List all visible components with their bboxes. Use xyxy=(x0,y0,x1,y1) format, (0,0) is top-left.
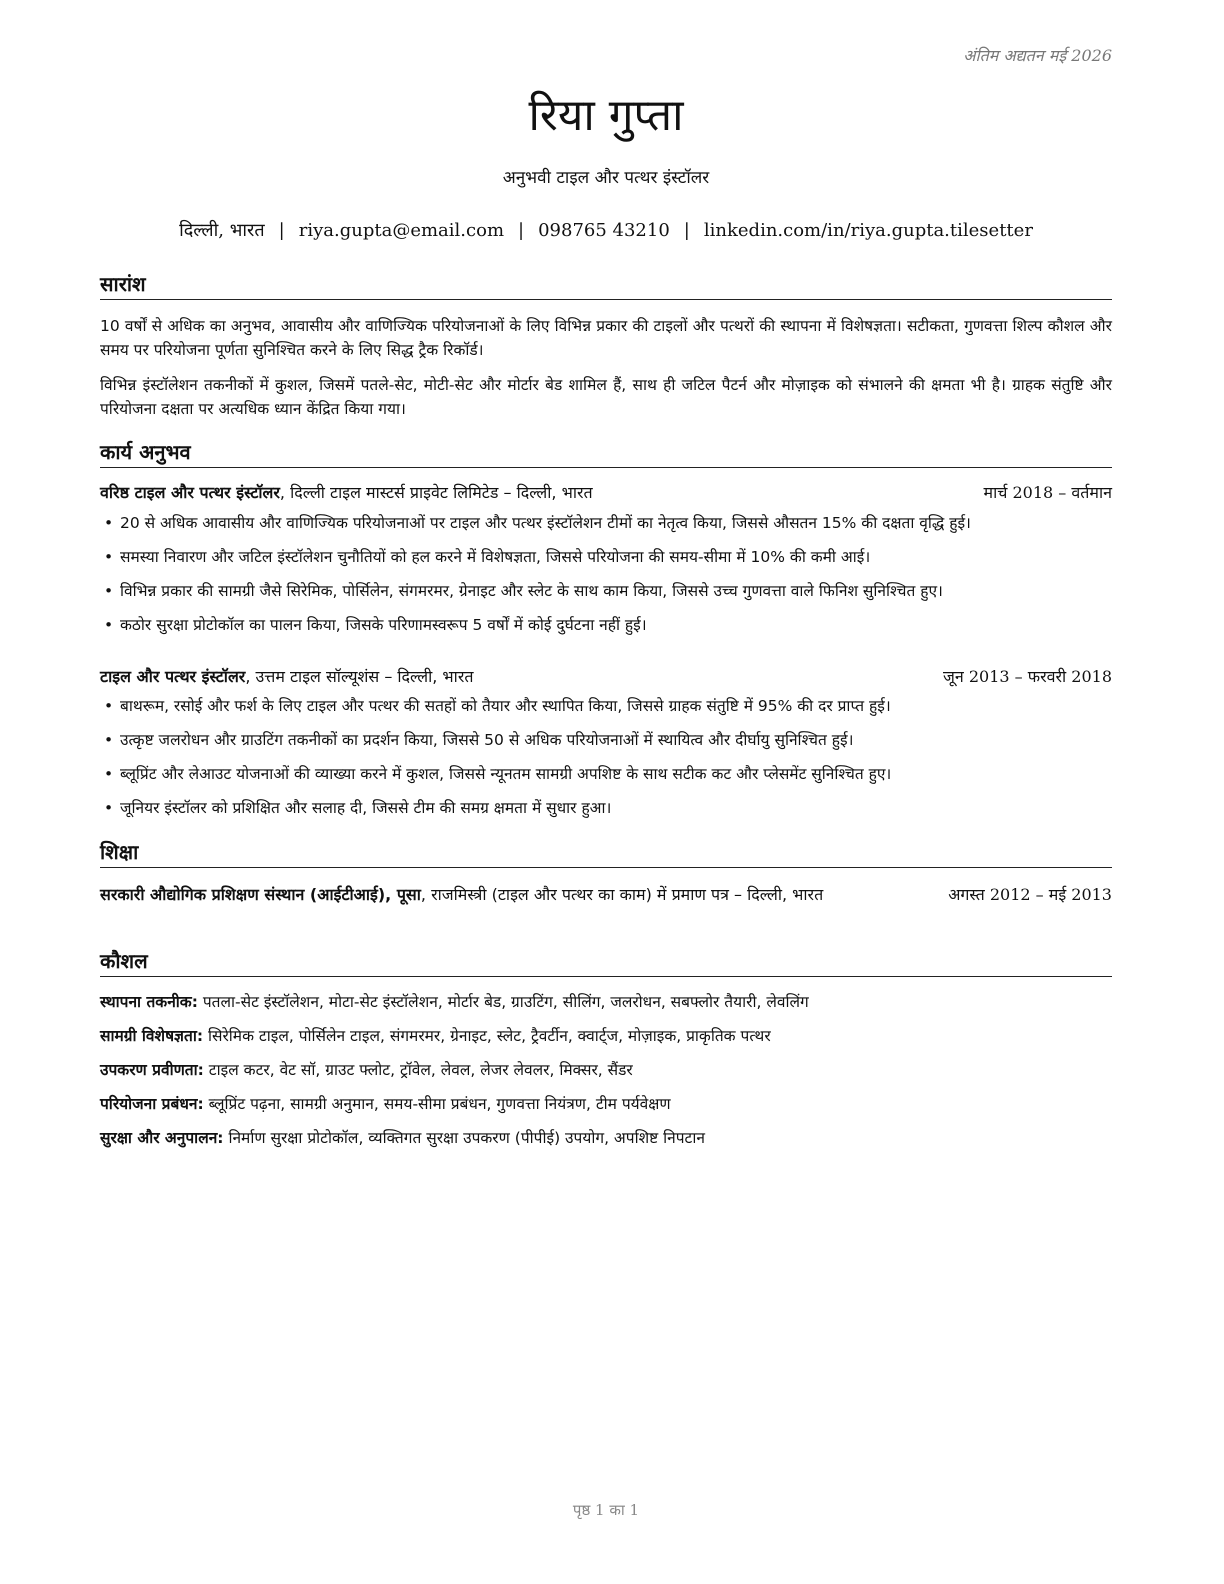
list-item xyxy=(100,1058,1112,1092)
contact-phone[interactable]: 098765 43210 xyxy=(538,220,670,241)
job-dates: जून 2013 – फरवरी 2018 xyxy=(943,667,1112,686)
contact-email[interactable]: riya.gupta@email.com xyxy=(298,220,505,241)
bullet-icon: • xyxy=(104,616,114,634)
education-institution: सरकारी औद्योगिक प्रशिक्षण संस्थान (आईटीआई), पूसा xyxy=(100,885,421,904)
bullet-text: समस्या निवारण और जटिल इंस्टॉलेशन चुनौतियों को हल करने में विशेषज्ञता, जिससे परियोजना की समय-सीमा में 10% की कमी आई। xyxy=(120,548,871,566)
skill-value: ब्लूप्रिंट पढ़ना, सामग्री अनुमान, समय-सीमा प्रबंधन, गुणवत्ता नियंत्रण, टीम पर्यवेक्षण xyxy=(203,1095,671,1113)
bullet-icon: • xyxy=(104,731,114,749)
job-company: , उत्तम टाइल सॉल्यूशंस – दिल्ली, भारत xyxy=(245,667,474,686)
skill-value: सिरेमिक टाइल, पोर्सिलेन टाइल, संगमरमर, ग्रेनाइट, स्लेट, ट्रैवर्टीन, क्वार्ट्ज, मोज़ाइक, प्राकृतिक पत्थर xyxy=(203,1027,771,1045)
bullet-icon: • xyxy=(104,548,114,566)
bullet-icon: • xyxy=(104,582,114,600)
experience-heading: कार्य अनुभव xyxy=(100,438,1112,468)
skills-list xyxy=(100,990,1112,1160)
list-item xyxy=(100,762,1112,796)
education-entry xyxy=(100,882,1112,907)
education-text xyxy=(100,882,890,907)
list-item xyxy=(100,1024,1112,1058)
bullet-text: उत्कृष्ट जलरोधन और ग्राउटिंग तकनीकों का प्रदर्शन किया, जिससे 50 से अधिक परियोजनाओं में स्थायित्व और दीर्घायु सुनिश्चित हुई। xyxy=(120,731,854,749)
contact-line xyxy=(100,218,1112,244)
bullet-icon: • xyxy=(104,765,114,783)
bullet-text: विभिन्न प्रकार की सामग्री जैसे सिरेमिक, पोर्सिलेन, संगमरमर, ग्रेनाइट और स्लेट के साथ काम किया, जिससे उच्च गुणवत्ता वाले फिनिश सुनिश्चित हुए। xyxy=(120,582,943,600)
skills-heading: कौशल xyxy=(100,947,1112,977)
job-bullets xyxy=(100,511,1112,647)
summary-heading: सारांश xyxy=(100,270,1112,300)
education-heading: शिक्षा xyxy=(100,838,1112,868)
list-item xyxy=(100,796,1112,830)
page-number: पृष्ठ 1 का 1 xyxy=(572,1501,640,1519)
list-item xyxy=(100,1126,1112,1160)
list-item xyxy=(100,613,1112,647)
list-item xyxy=(100,579,1112,613)
list-item xyxy=(100,990,1112,1024)
job-dates: मार्च 2018 – वर्तमान xyxy=(983,483,1112,502)
job-header xyxy=(100,481,1112,505)
contact-separator: | xyxy=(518,220,525,241)
list-item xyxy=(100,511,1112,545)
skill-label: स्थापना तकनीक: xyxy=(100,993,198,1011)
bullet-text: कठोर सुरक्षा प्रोटोकॉल का पालन किया, जिसके परिणामस्वरूप 5 वर्षों में कोई दुर्घटना नहीं हुई। xyxy=(120,616,647,634)
summary-paragraph-2: विभिन्न इंस्टॉलेशन तकनीकों में कुशल, जिसमें पतले-सेट, मोटी-सेट और मोर्टार बेड शामिल हैं, साथ ही जटिल पैटर्न और मोज़ाइक को संभालने की क्षमता भी है। ग्राहक संतुष्टि और परियोजना दक्षता पर अत्यधिक ध्यान केंद्रित किया गया। xyxy=(100,376,1112,418)
job-bullets xyxy=(100,694,1112,830)
candidate-tagline: अनुभवी टाइल और पत्थर इंस्टॉलर xyxy=(502,168,710,188)
contact-linkedin[interactable]: linkedin.com/in/riya.gupta.tilesetter xyxy=(703,220,1033,241)
bullet-text: जूनियर इंस्टॉलर को प्रशिक्षित और सलाह दी, जिससे टीम की समग्र क्षमता में सुधार हुआ। xyxy=(120,799,612,817)
bullet-icon: • xyxy=(104,514,114,532)
job-title: वरिष्ठ टाइल और पत्थर इंस्टॉलर xyxy=(100,483,280,502)
skill-label: परियोजना प्रबंधन: xyxy=(100,1095,204,1113)
job-header xyxy=(100,665,1112,689)
list-item xyxy=(100,545,1112,579)
bullet-icon: • xyxy=(104,697,114,715)
contact-separator: | xyxy=(278,220,285,241)
resume-page xyxy=(100,0,1112,1584)
contact-separator: | xyxy=(683,220,690,241)
education-detail: , राजमिस्त्री (टाइल और पत्थर का काम) में प्रमाण पत्र – दिल्ली, भारत xyxy=(420,885,824,904)
skill-value: पतला-सेट इंस्टॉलेशन, मोटा-सेट इंस्टॉलेशन, मोर्टार बेड, ग्राउटिंग, सीलिंग, जलरोधन, सबफ्लोर तैयारी, लेवलिंग xyxy=(197,993,809,1011)
job-title: टाइल और पत्थर इंस्टॉलर xyxy=(100,667,246,686)
list-item xyxy=(100,728,1112,762)
candidate-name: रिया गुप्ता xyxy=(528,90,684,141)
summary-paragraph-1: 10 वर्षों से अधिक का अनुभव, आवासीय और वाणिज्यिक परियोजनाओं के लिए विभिन्न प्रकार की टाइलों और पत्थरों की स्थापना में विशेषज्ञता। सटीकता, गुणवत्ता शिल्प कौशल और समय पर परियोजना पूर्णता सुनिश्चित करने के लिए सिद्ध ट्रैक रिकॉर्ड। xyxy=(100,317,1112,359)
job-company: , दिल्ली टाइल मास्टर्स प्राइवेट लिमिटेड – दिल्ली, भारत xyxy=(279,483,593,502)
bullet-text: 20 से अधिक आवासीय और वाणिज्यिक परियोजनाओं पर टाइल और पत्थर इंस्टॉलेशन टीमों का नेतृत्व किया, जिससे औसतन 15% की दक्षता वृद्धि हुई। xyxy=(120,514,971,532)
last-updated: अंतिम अद्यतन मई 2026 xyxy=(963,46,1112,65)
skill-value: निर्माण सुरक्षा प्रोटोकॉल, व्यक्तिगत सुरक्षा उपकरण (पीपीई) उपयोग, अपशिष्ट निपटान xyxy=(223,1129,705,1147)
skill-label: सुरक्षा और अनुपालन: xyxy=(100,1129,224,1147)
skill-value: टाइल कटर, वेट सॉ, ग्राउट फ्लोट, ट्रॉवेल, लेवल, लेजर लेवलर, मिक्सर, सैंडर xyxy=(203,1061,633,1079)
contact-location: दिल्ली, भारत xyxy=(179,220,265,241)
education-dates: अगस्त 2012 – मई 2013 xyxy=(948,885,1112,904)
bullet-icon: • xyxy=(104,799,114,817)
bullet-text: बाथरूम, रसोई और फर्श के लिए टाइल और पत्थर की सतहों को तैयार और स्थापित किया, जिससे ग्राहक संतुष्टि में 95% की दर प्राप्त हुई। xyxy=(120,697,891,715)
skill-label: सामग्री विशेषज्ञता: xyxy=(100,1027,204,1045)
list-item xyxy=(100,1092,1112,1126)
skill-label: उपकरण प्रवीणता: xyxy=(100,1061,204,1079)
list-item xyxy=(100,694,1112,728)
bullet-text: ब्लूप्रिंट और लेआउट योजनाओं की व्याख्या करने में कुशल, जिससे न्यूनतम सामग्री अपशिष्ट के साथ सटीक कट और प्लेसमेंट सुनिश्चित हुए। xyxy=(120,765,892,783)
